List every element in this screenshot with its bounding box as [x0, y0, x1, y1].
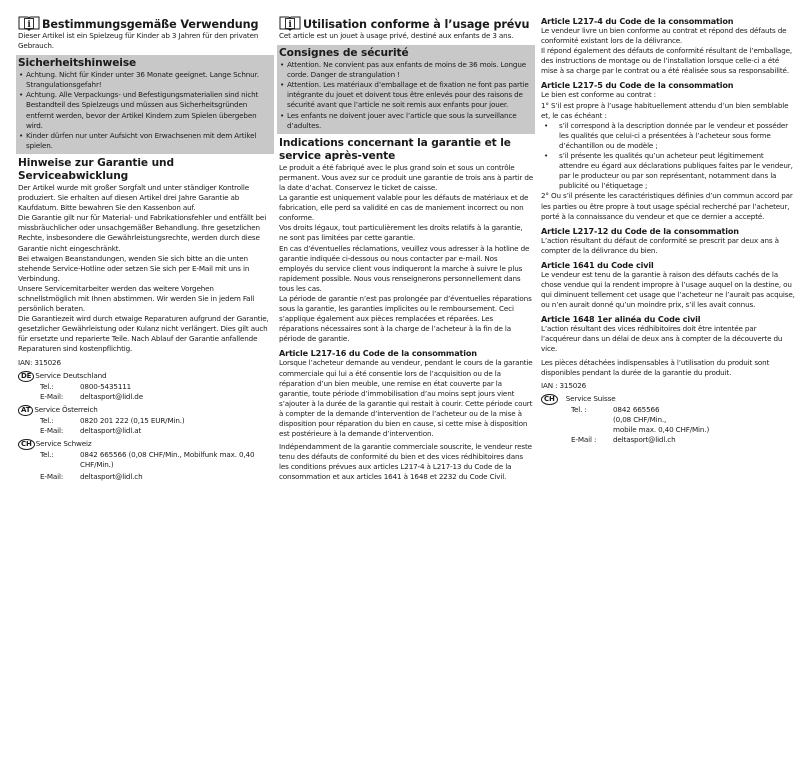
french-legal-column — [541, 16, 795, 445]
safety-box-fr — [277, 45, 535, 134]
intended-use-heading-de: i Bestimmungsgemäße Verwendung — [18, 16, 272, 31]
article-l217-5-list — [541, 121, 795, 192]
intended-use-text-fr: Cet article est un jouet à usage privé, destiné aux enfants de 3 ans. — [279, 31, 514, 40]
svg-text:i: i — [288, 20, 292, 30]
email-link[interactable]: deltasport@lidl.ch — [613, 435, 676, 445]
warranty-paragraph: Die Garantie gilt nur für Material- und Fabrikationsfehler und entfällt bei missbräuchlicher oder unsachgemäßer Behandlung. Ihre gesetzlichen Rechte, insbesondere die Gewährleistungsrechte, werden durch diese Garantie nicht eingeschränkt. — [18, 213, 267, 253]
tel-label: Tel.: — [40, 415, 54, 425]
tel-label: Tel.: — [40, 450, 54, 459]
warranty-paragraph: Le produit a été fabriqué avec le plus grand soin et sous un contrôle permanent. Vous avez sur ce produit une garantie de trois ans à partir de la date d’achat. Conservez le ticket de caisse. — [279, 162, 534, 192]
warranty-heading-fr: Indications concernant la garantie et le service après-vente — [279, 136, 511, 162]
article-point-1: 1° S’il est propre à l’usage habituellement attendu d’un bien semblable et, le cas échéant : — [541, 100, 789, 120]
email-label: E-Mail: — [40, 472, 64, 482]
article-l217-12-heading: Article L217-12 du Code de la consommation — [541, 225, 739, 236]
french-column — [279, 16, 533, 483]
safety-item: • Achtung. Nicht für Kinder unter 36 Monate geeignet. Lange Schnur. Strangulationsgefahr! — [18, 70, 272, 90]
country-badge-at: AT — [18, 405, 33, 416]
service-at — [18, 405, 272, 436]
article-intro: Le bien est conforme au contrat : — [541, 90, 656, 100]
warranty-paragraph: La période de garantie n’est pas prolongée par d’éventuelles réparations sous la garantie, les garanties implicites ou le remboursement. Ceci s’applique également aux pièces remplacées et réparées. Les réparations nécessaires sont à la charge de l’acheteur à la fin de la période de garantie. — [279, 293, 532, 344]
warranty-paragraph: Unsere Servicemitarbeiter werden das weitere Vorgehen schnellstmöglich mit Ihnen abstimmen. Wir werden Sie in jedem Fall persönlich beraten. — [18, 283, 255, 314]
tel-value: 0842 665566 — [613, 404, 660, 414]
country-badge-ch: CH — [541, 394, 558, 405]
service-de — [18, 371, 272, 402]
info-book-icon — [279, 16, 301, 31]
email-label: E-Mail: — [40, 425, 64, 435]
country-badge-de: DE — [18, 371, 34, 382]
article-l217-4-heading: Article L217-4 du Code de la consommation — [541, 16, 734, 26]
service-ch — [18, 439, 272, 482]
article-paragraph: L’action résultant du défaut de conformité se prescrit par deux ans à compter de la délivrance du bien. — [541, 235, 779, 255]
intended-use-heading-fr: i Utilisation conforme à l’usage prévu — [279, 16, 533, 31]
tel-label: Tel. : — [571, 404, 587, 414]
service-name: Service Schweiz — [35, 439, 92, 449]
safety-list-fr — [279, 60, 533, 131]
article-l217-16-heading: Article L217-16 du Code de la consommation — [279, 348, 477, 359]
warranty-heading-de: Hinweise zur Garantie und Serviceabwicklung — [18, 156, 174, 182]
tel-value: 0800-5435111 — [80, 381, 132, 391]
email-label: E-Mail: — [40, 391, 64, 401]
service-name: Service Deutschland — [35, 371, 107, 381]
info-book-icon — [18, 16, 40, 31]
article-list-item: • s’il correspond à la description donnée par le vendeur et posséder les qualités que celui-ci a présentées à l’acheteur sous forme d’échantillon ou de modèle ; — [541, 121, 795, 151]
safety-item: • Les enfants ne doivent jouer avec l’article que sous la surveillance d’adultes. — [279, 111, 533, 131]
article-l217-5-heading: Article L217-5 du Code de la consommation — [541, 80, 734, 91]
service-suisse — [541, 394, 795, 445]
warranty-paragraph: La garantie est uniquement valable pour les défauts de matériaux et de fabrication, elle perd sa validité en cas de maniement incorrect ou non conforme. — [279, 193, 529, 223]
email-link[interactable]: deltasport@lidl.de — [80, 391, 143, 401]
safety-box-de — [16, 55, 274, 154]
article-1641-heading: Article 1641 du Code civil — [541, 259, 654, 270]
tel-note: mobile max. 0,40 CHF/Min.) — [613, 425, 710, 434]
safety-item: • Attention. Les matériaux d’emballage et de fixation ne font pas partie intégrante du jouet et doivent tous être enlevés pour des raisons de sécurité avant que l’article ne soit remis aux enfants pour jouer. — [279, 80, 533, 110]
spare-parts-text: Les pièces détachées indispensables à l’utilisation du produit sont disponibles pendant la durée de la garantie du produit. — [541, 357, 770, 377]
safety-item: • Attention. Ne convient pas aux enfants de moins de 36 mois. Longue corde. Danger de strangulation ! — [279, 60, 533, 80]
tel-note: (0,08 CHF/Min., — [613, 414, 667, 424]
email-link[interactable]: deltasport@lidl.ch — [80, 472, 143, 482]
article-paragraph: Il répond également des défauts de conformité résultant de l’emballage, des instructions de montage ou de l’installation lorsque celle-ci a été mise à sa charge par le contrat ou a été réalisée sous sa responsabilité. — [541, 46, 793, 76]
safety-heading-fr: Consignes de sécurité — [279, 47, 409, 60]
article-paragraph: Indépendamment de la garantie commerciale souscrite, le vendeur reste tenu des défauts de conformité du bien et des vices rédhibitoires dans les conditions prévues aux articles L217-4 à L217-13 du Code de la consommation et aux articles 1641 à 1648 et 2232 du Code Civil. — [279, 442, 532, 482]
country-badge-ch: CH — [18, 439, 35, 450]
article-paragraph: Lorsque l’acheteur demande au vendeur, pendant le cours de la garantie commerciale qui lui a été consentie lors de l’acquisition ou de la réparation d’un bien meuble, une remise en état couverte par la garantie, toute période d’immobilisation d’au moins sept jours vient s’ajouter à la durée de la garantie qui restait à courir. Cette période court à compter de la demande d’intervention de l’acheteur ou de la mise à disposition pour réparation du bien en cause, si cette mise à disposition est postérieure à la demande d’intervention. — [279, 358, 533, 439]
warranty-paragraph: Die Garantiezeit wird durch etwaige Reparaturen aufgrund der Garantie, gesetzlicher Gewährleistung oder Kulanz nicht verlängert. Dies gilt auch für ersetzte und reparierte Teile. Nach Ablauf der Garantie anfallende Reparaturen sind kostenpflichtig. — [18, 314, 269, 354]
tel-value: 0820 201 222 (0,15 EUR/Min.) — [80, 415, 185, 425]
tel-value: 0842 665566 (0,08 CHF/Min., Mobilfunk max. 0,40 CHF/Min.) — [80, 450, 255, 470]
article-paragraph: Le vendeur livre un bien conforme au contrat et répond des défauts de conformité existant lors de la délivrance. — [541, 26, 787, 46]
tel-label: Tel.: — [40, 381, 54, 391]
intended-use-text-de: Dieser Artikel ist ein Spielzeug für Kinder ab 3 Jahren für den privaten Gebrauch. — [18, 31, 259, 51]
article-1648-heading: Article 1648 1er alinéa du Code civil — [541, 314, 701, 325]
email-label: E-Mail : — [571, 435, 597, 445]
warranty-paragraph: En cas d’éventuelles réclamations, veuillez vous adresser à la hotline de garantie indiquée ci-dessous ou nous contacter par e-mail. Nos employés du service client vous indiqueront la marche à suivre le plus rapidement possible. Nous vous renseignerons personnellement dans tous les cas. — [279, 243, 530, 293]
german-column — [18, 16, 272, 482]
warranty-paragraph: Bei etwaigen Beanstandungen, wenden Sie sich bitte an die unten stehende Service-Hotline oder setzen Sie sich per E-Mail mit uns in Verbindung. — [18, 253, 250, 283]
ian-de: IAN: 315026 — [18, 357, 61, 367]
safety-item: • Kinder dürfen nur unter Aufsicht von Erwachsenen mit dem Artikel spielen. — [18, 131, 272, 151]
warranty-paragraph: Vos droits légaux, tout particulièrement les droits relatifs à la garantie, ne sont pas limitées par cette garantie. — [279, 223, 523, 243]
article-paragraph: L’action résultant des vices rédhibitoires doit être intentée par l’acquéreur dans un délai de deux ans à compter de la découverte du vice. — [541, 324, 783, 354]
email-link[interactable]: deltasport@lidl.at — [80, 425, 142, 435]
safety-list-de — [18, 70, 272, 151]
service-name: Service Suisse — [565, 394, 616, 404]
svg-text:i: i — [27, 20, 31, 30]
safety-item: • Achtung. Alle Verpackungs- und Befestigungsmaterialien sind nicht Bestandteil des Spielzeugs und müssen aus Sicherheitsgründen entfernt werden, bevor der Artikel Kindern zum Spielen übergeben wird. — [18, 90, 272, 130]
article-list-item: • s’il présente les qualités qu’un acheteur peut légitimement attendre eu égard aux déclarations publiques faites par le vendeur, par le producteur ou par son représentant, notamment dans la publicité ou l’étiquetage ; — [541, 151, 795, 191]
service-name: Service Österreich — [34, 405, 98, 415]
warranty-paragraph: Der Artikel wurde mit großer Sorgfalt und unter ständiger Kontrolle produziert. Sie erhalten auf diesen Artikel drei Jahre Garantie ab Kaufdatum. Bitte bewahren Sie den Kassenbon auf. — [18, 182, 249, 213]
safety-heading-de: Sicherheitshinweise — [18, 57, 137, 70]
ian-fr: IAN : 315026 — [541, 380, 587, 390]
article-point-2: 2° Ou s’il présente les caractéristiques définies d’un commun accord par les parties ou être propre à tout usage spécial recherché par l’acheteur, porté à la connaissance du vendeur et que ce dernier a accepté. — [541, 191, 793, 221]
article-paragraph: Le vendeur est tenu de la garantie à raison des défauts cachés de la chose vendue qui la rendent impropre à l’usage auquel on la destine, ou qui diminuent tellement cet usage que l’acheteur ne l’aurait pas acquise, ou n’en aurait donné qu’un moindre prix, s’il les avait connus. — [541, 269, 795, 310]
